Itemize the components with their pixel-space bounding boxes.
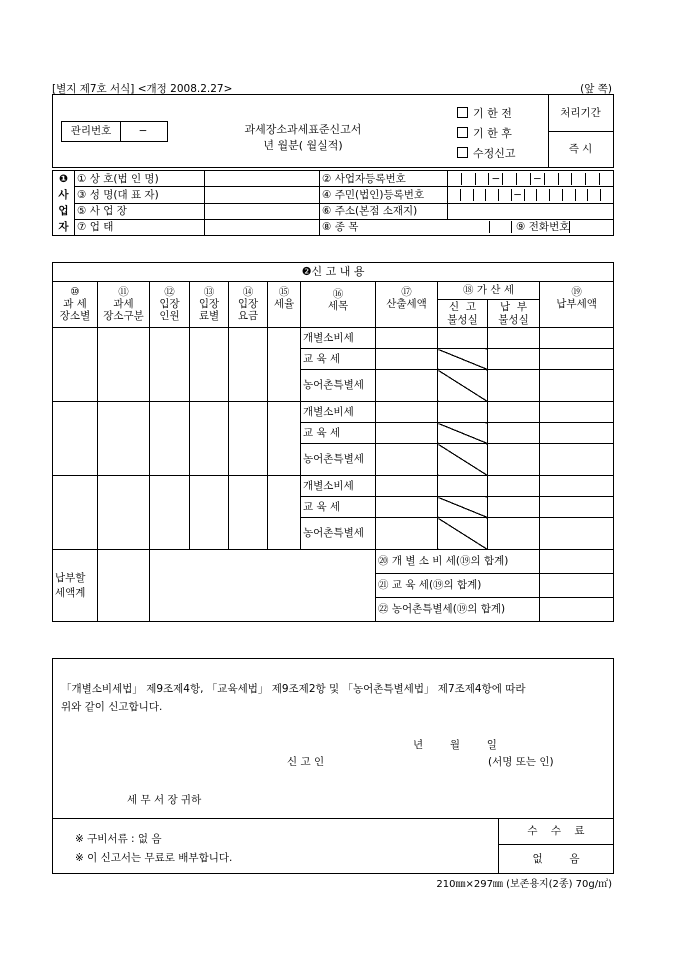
input-cell[interactable]: [376, 423, 438, 444]
input-cell[interactable]: [488, 518, 540, 550]
mgmt-value: −: [119, 121, 168, 142]
input-cell[interactable]: [268, 402, 301, 476]
blocked-cell: [438, 423, 488, 444]
report-title: ❷신 고 내 용: [53, 263, 614, 282]
blocked-cell: [438, 518, 488, 550]
field-label: ⑤ 사 업 장: [75, 203, 205, 219]
input-cell[interactable]: [98, 550, 150, 622]
blocked-cell: [438, 497, 488, 518]
business-table: [52, 170, 614, 236]
input-cell[interactable]: [376, 497, 438, 518]
input-cell[interactable]: [268, 328, 301, 402]
tax-item: 개별소비세: [301, 402, 376, 423]
field-label: ⑨ 전화번호: [512, 221, 570, 233]
input-cell[interactable]: [376, 476, 438, 497]
tax-item: 개별소비세: [301, 476, 376, 497]
field-label: ② 사업자등록번호: [320, 171, 448, 187]
input-cell[interactable]: [229, 476, 268, 550]
phone-input[interactable]: [570, 221, 613, 233]
input-cell[interactable]: [150, 328, 190, 402]
form-number: [별지 제7호 서식] <개정 2008.2.27>: [52, 83, 233, 95]
field-label: ⑧ 종 목: [320, 221, 490, 233]
resident-number-input[interactable]: −: [448, 187, 614, 203]
fee-value: 없 음: [532, 853, 580, 865]
col-header: ⑯ 세목: [301, 282, 376, 328]
input-cell[interactable]: [540, 476, 614, 497]
input-cell[interactable]: [376, 518, 438, 550]
fee-label: 수 수 료: [499, 818, 613, 845]
col-header: ⑫ 입장 인원: [150, 282, 190, 328]
total-input[interactable]: [540, 574, 614, 598]
input-cell[interactable]: [229, 402, 268, 476]
input-cell[interactable]: [98, 476, 150, 550]
input-cell[interactable]: [488, 328, 540, 349]
input-cell[interactable]: [376, 444, 438, 476]
item-input[interactable]: [490, 221, 512, 233]
col-header: ⑰ 산출세액: [376, 282, 438, 328]
input-cell[interactable]: [488, 423, 540, 444]
note-free: ※ 이 신고서는 무료로 배부합니다.: [75, 852, 233, 864]
blocked-cell: [438, 444, 488, 476]
input-cell[interactable]: [438, 476, 488, 497]
input-cell[interactable]: [376, 328, 438, 349]
col-header: ⑩ 과 세 장소별: [53, 282, 98, 328]
col-header: ⑬ 입장 료별: [190, 282, 229, 328]
report-table: [52, 262, 614, 622]
blocked-cell: [438, 349, 488, 370]
field-label: ① 상 호(법 인 명): [75, 171, 205, 187]
page-side: (앞 쪽): [580, 83, 612, 95]
blank-cell: [150, 550, 376, 622]
tax-item: 교 육 세: [301, 423, 376, 444]
input-cell[interactable]: [540, 349, 614, 370]
input-cell[interactable]: [540, 402, 614, 423]
total-row-label: ㉒ 농어촌특별세(⑲의 합계): [376, 598, 540, 622]
note-documents: ※ 구비서류 : 없 음: [75, 833, 162, 845]
declaration-text: 위와 같이 신고합니다.: [61, 701, 163, 713]
input-cell[interactable]: [438, 402, 488, 423]
input-cell[interactable]: [488, 476, 540, 497]
check-amended[interactable]: 수정신고: [457, 145, 516, 161]
signature-label: (서명 또는 인): [488, 756, 554, 768]
sub-header: 납 부 불성실: [488, 300, 540, 328]
mgmt-label: 관리번호: [61, 121, 121, 142]
input-cell[interactable]: [540, 444, 614, 476]
col-header: ⑲ 납부세액: [540, 282, 614, 328]
input-cell[interactable]: [98, 328, 150, 402]
business-section-label: ❶ 사 업 자: [53, 171, 75, 236]
checkbox-icon: [457, 127, 468, 138]
header-block: [52, 94, 614, 168]
input-cell[interactable]: [488, 497, 540, 518]
processing-period-label: 처리기간: [548, 95, 613, 132]
input-cell[interactable]: [540, 328, 614, 349]
input-cell[interactable]: [150, 402, 190, 476]
input-cell[interactable]: [540, 370, 614, 402]
section-mark: ❶: [59, 173, 68, 185]
col-header: ⑭ 입장 요금: [229, 282, 268, 328]
input-cell[interactable]: [376, 370, 438, 402]
reporter-label: 신 고 인: [287, 756, 325, 768]
declaration-text: 「개별소비세법」 제9조제4항, 「교육세법」 제9조제2항 및 「농어촌특별세법」 제7조제4항에 따라: [61, 683, 526, 695]
input-cell[interactable]: [53, 402, 98, 476]
input-cell[interactable]: [488, 349, 540, 370]
field-label: ⑦ 업 태: [75, 219, 205, 235]
total-input[interactable]: [540, 598, 614, 622]
input-cell[interactable]: [488, 444, 540, 476]
field-label: ⑥ 주소(본점 소재지): [320, 203, 448, 219]
address-input[interactable]: [448, 203, 614, 219]
blocked-cell: [438, 370, 488, 402]
col-header-penalty: ⑱ 가 산 세: [438, 282, 540, 300]
total-row-label: ㉑ 교 육 세(⑲의 합계): [376, 574, 540, 598]
sub-header: 신 고 불성실: [438, 300, 488, 328]
input-cell[interactable]: [190, 476, 229, 550]
business-type-input[interactable]: [205, 219, 320, 235]
total-row-label: ⑳ 개 별 소 비 세(⑲의 합계): [376, 550, 540, 574]
form-title: 과세장소과세표준신고서: [244, 123, 362, 136]
paper-spec: 210㎜×297㎜ (보존용지(2종) 70g/㎡): [436, 879, 612, 890]
input-cell[interactable]: [438, 328, 488, 349]
input-cell[interactable]: [268, 476, 301, 550]
input-cell[interactable]: [53, 476, 98, 550]
input-cell[interactable]: [540, 423, 614, 444]
input-cell[interactable]: [488, 370, 540, 402]
processing-period-value: 즉 시: [568, 143, 593, 155]
biz-reg-number-input[interactable]: − −: [448, 171, 614, 187]
tax-item: 농어촌특별세: [301, 370, 376, 402]
tax-office: 세 무 서 장 귀하: [127, 794, 202, 806]
checkbox-icon: [457, 107, 468, 118]
declaration-block: [52, 658, 614, 874]
input-cell[interactable]: [376, 349, 438, 370]
input-cell[interactable]: [190, 328, 229, 402]
business-place-input[interactable]: [205, 203, 320, 219]
business-name-input[interactable]: [205, 171, 320, 187]
input-cell[interactable]: [190, 402, 229, 476]
input-cell[interactable]: [540, 518, 614, 550]
check-before-deadline[interactable]: 기 한 전: [457, 105, 512, 121]
form-period: 년 월분( 월실적): [263, 139, 343, 152]
tax-item: 농어촌특별세: [301, 518, 376, 550]
representative-input[interactable]: [205, 187, 320, 203]
check-after-deadline[interactable]: 기 한 후: [457, 125, 512, 141]
checkbox-icon: [457, 147, 468, 158]
total-label: 납부할 세액계: [53, 550, 98, 622]
input-cell[interactable]: [150, 476, 190, 550]
input-cell[interactable]: [229, 328, 268, 402]
input-cell[interactable]: [540, 497, 614, 518]
field-label: ③ 성 명(대 표 자): [75, 187, 205, 203]
input-cell[interactable]: [488, 402, 540, 423]
input-cell[interactable]: [98, 402, 150, 476]
input-cell[interactable]: [376, 402, 438, 423]
col-header: ⑮ 세율: [268, 282, 301, 328]
tax-item: 교 육 세: [301, 497, 376, 518]
col-header: ⑪ 과세 장소구분: [98, 282, 150, 328]
declaration-date: 년 월 일: [413, 739, 497, 751]
tax-item: 농어촌특별세: [301, 444, 376, 476]
field-label: ④ 주민(법인)등록번호: [320, 187, 448, 203]
total-input[interactable]: [540, 550, 614, 574]
input-cell[interactable]: [53, 328, 98, 402]
item-and-phone: [320, 219, 614, 235]
tax-item: 개별소비세: [301, 328, 376, 349]
tax-item: 교 육 세: [301, 349, 376, 370]
